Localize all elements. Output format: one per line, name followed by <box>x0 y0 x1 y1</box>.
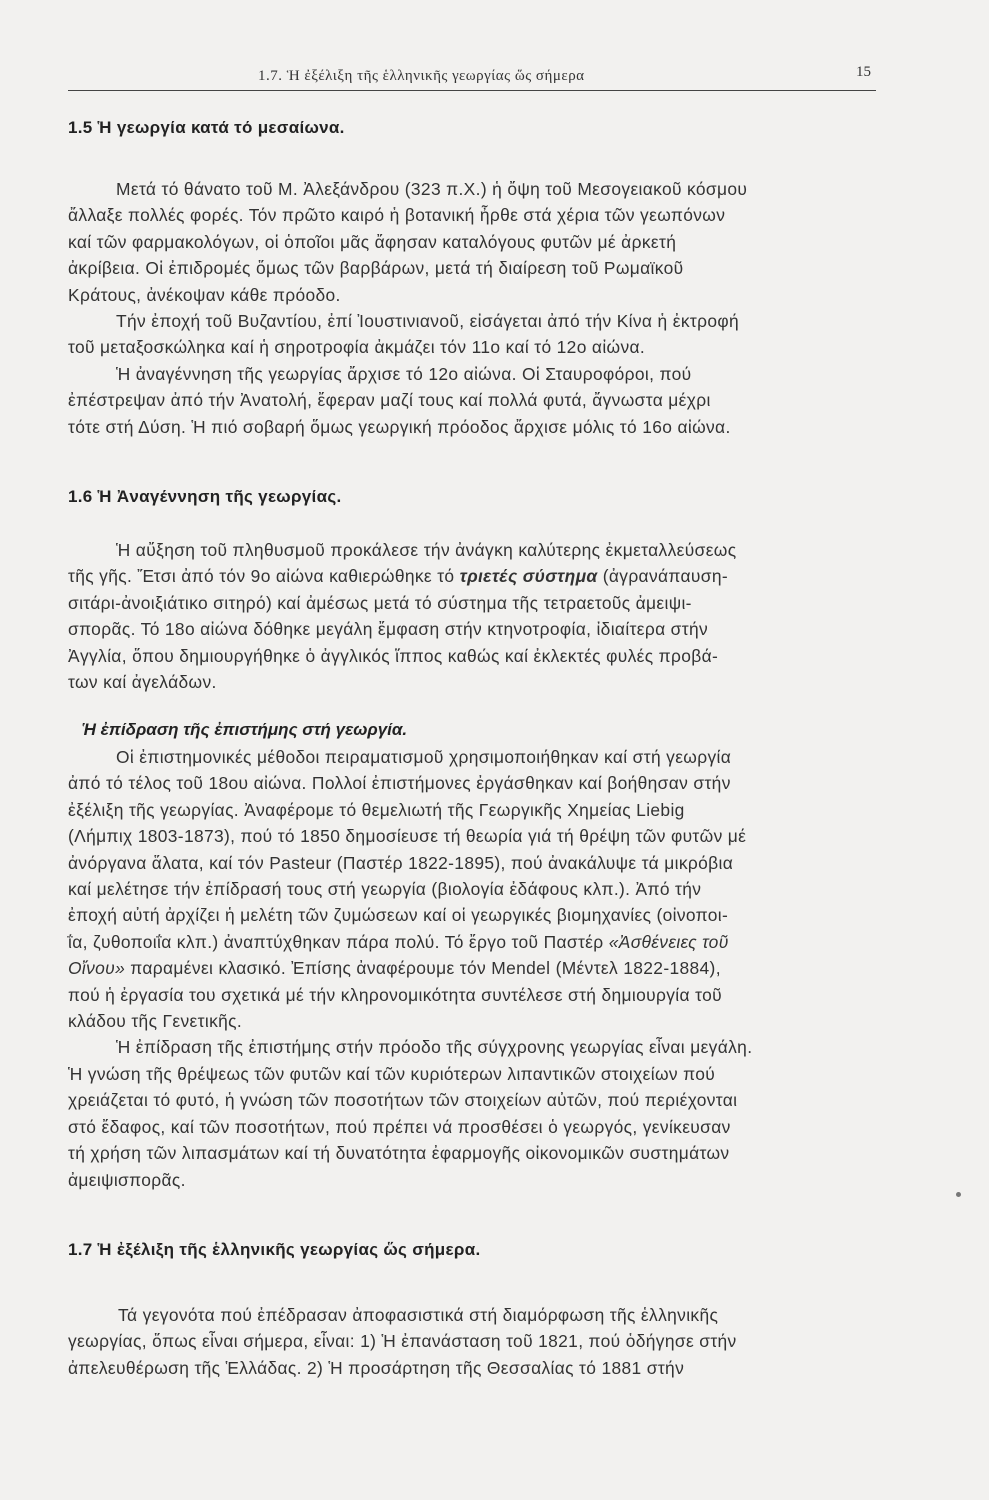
text-line: Τήν ἐποχή τοῦ Βυζαντίου, ἐπί Ἰουστινιανοῦ, εἰσάγεται ἀπό τήν Κίνα ἡ ἐκτροφή <box>116 311 739 332</box>
text-line: των καί ἀγελάδων. <box>68 672 217 693</box>
text-line: ἀκρίβεια. Οἱ ἐπιδρομές ὅμως τῶν βαρβάρων, μετά τή διαίρεση τοῦ Ρωμαϊκοῦ <box>68 258 684 279</box>
page-number: 15 <box>856 64 871 80</box>
text-line: στό ἔδαφος, καί τῶν ποσοτήτων, πού πρέπει νά προσθέσει ὁ γεωργός, γενίκευσαν <box>68 1116 731 1137</box>
text-line: ἀνόργανα ἅλατα, καί τόν Pasteur (Παστέρ 1822-1895), πού ἀνακάλυψε τά μικρόβια <box>68 852 734 873</box>
text-line: Ἡ γνώση τῆς θρέψεως τῶν φυτῶν καί τῶν κυριότερων λιπαντικῶν στοιχείων πού <box>68 1063 716 1084</box>
text-line: γεωργίας, ὅπως εἶναι σήμερα, εἶναι: 1) Ἡ ἐπανάσταση τοῦ 1821, πού ὁδήγησε στήν <box>68 1331 737 1352</box>
text-line: Ἡ ἐπίδραση τῆς ἐπιστήμης στήν πρόοδο τῆς σύγχρονης γεωργίας εἶναι μεγάλη. <box>116 1037 753 1058</box>
science-body <box>68 744 898 1193</box>
text-line: ἐξέλιξη τῆς γεωργίας. Ἀναφέρομε τό θεμελιωτή τῆς Γεωργικῆς Χημείας Liebig <box>68 799 685 820</box>
book-title: Οἴνου» <box>68 958 126 979</box>
section-heading-1-6: 1.6 Ἡ Ἀναγέννηση τῆς γεωργίας. <box>68 487 342 506</box>
text-run: παραμένει κλασικό. Ἐπίσης ἀναφέρουμε τόν Mendel (Μέντελ 1822-1884), <box>125 958 721 979</box>
section-heading-1-5: 1.5 Ἡ γεωργία κατά τό μεσαίωνα. <box>68 118 345 137</box>
text-line: Ἡ ἀναγέννηση τῆς γεωργίας ἄρχισε τό 12ο αἰώνα. Οἱ Σταυροφόροι, πού <box>116 363 692 384</box>
header-rule <box>68 90 876 91</box>
text-line: χρειάζεται τό φυτό, ἡ γνώση τῶν ποσοτήτων τῶν στοιχείων αὐτῶν, πού περιέχονται <box>68 1090 738 1111</box>
emphasis-term: τριετές σύστημα <box>459 566 598 587</box>
text-line: καί μελέτησε τήν ἐπίδρασή τους στή γεωργία (βιολογία ἐδάφους κλπ.). Ἀπό τήν <box>68 879 702 900</box>
text-run: τῆς γῆς. Ἔτσι ἀπό τόν 9ο αἰώνα καθιερώθηκε τό <box>68 566 460 587</box>
text-line: ἀμειψισπορᾶς. <box>68 1169 186 1190</box>
text-line: Οἱ ἐπιστημονικές μέθοδοι πειραματισμοῦ χρησιμοποιήθηκαν καί στή γεωργία <box>116 747 732 767</box>
text-line: Ἡ αὔξηση τοῦ πληθυσμοῦ προκάλεσε τήν ἀνάγκη καλύτερης ἐκμεταλλεύσεως <box>116 540 737 560</box>
text-line: ἐπέστρεψαν ἀπό τήν Ἀνατολή, ἔφεραν μαζί τους καί πολλά φυτά, ἄγνωστα μέχρι <box>68 390 711 411</box>
section-heading-1-7: 1.7 Ἡ ἐξέλιξη τῆς ἑλληνικῆς γεωργίας ὥς σήμερα. <box>68 1240 481 1259</box>
book-title: «Ἀσθένειες τοῦ <box>608 931 729 952</box>
text-line: κλάδου τῆς Γενετικῆς. <box>68 1011 243 1032</box>
text-run: ΐα, ζυθοποιΐα κλπ.) ἀναπτύχθηκαν πάρα πολύ. Τό ἔργο τοῦ Παστέρ <box>68 931 609 952</box>
text-line: τότε στή Δύση. Ἡ πιό σοβαρή ὅμως γεωργική πρόοδος ἄρχισε μόλις τό 16ο αἰώνα. <box>68 416 731 437</box>
text-line: σπορᾶς. Τό 18ο αἰώνα δόθηκε μεγάλη ἔμφαση στήν κτηνοτροφία, ἰδιαίτερα στήν <box>68 619 709 640</box>
text-line: σιτάρι-ἀνοιξιάτικο σιτηρό) καί ἀμέσως μετά τό σύστημα τῆς τετραετοῦς ἀμειψι- <box>68 592 692 613</box>
section-1-6-body <box>68 537 898 695</box>
text-line: ἐποχή αὐτή ἀρχίζει ἡ μελέτη τῶν ζυμώσεων καί οἱ γεωργικές βιομηχανίες (οἰνοποι- <box>68 905 729 926</box>
text-line: (Λήμπιχ 1803-1873), πού τό 1850 δημοσίευσε τή θεωρία γιά τή θρέψη τῶν φυτῶν μέ <box>68 826 747 847</box>
text-line: Μετά τό θάνατο τοῦ Μ. Ἀλεξάνδρου (323 π.Χ.) ἡ ὄψη τοῦ Μεσογειακοῦ κόσμου <box>116 179 748 199</box>
text-line: Κράτους, ἀνέκοψαν κάθε πρόοδο. <box>68 284 341 305</box>
section-1-7-body <box>68 1302 898 1381</box>
text-run: (ἀγρανάπαυση- <box>597 566 729 587</box>
text-line: ἄλλαξε πολλές φορές. Τόν πρῶτο καιρό ἡ βοτανική ἦρθε στά χέρια τῶν γεωπόνων <box>68 205 726 226</box>
scan-speck <box>956 1192 961 1197</box>
section-1-5-body <box>68 176 898 440</box>
text-line: ἀπό τό τέλος τοῦ 18ου αἰώνα. Πολλοί ἐπιστήμονες ἐργάσθηκαν καί βοήθησαν στήν <box>68 773 731 794</box>
text-line: πού ἡ ἐργασία του σχετικά μέ τήν κληρονομικότητα συντέλεσε στή δημιουργία τοῦ <box>68 984 722 1005</box>
text-line <box>68 929 898 955</box>
text-line: τοῦ μεταξοσκώληκα καί ἡ σηροτροφία ἀκμάζει τόν 11ο καί τό 12ο αἰώνα. <box>68 337 646 358</box>
text-line: καί τῶν φαρμακολόγων, οἱ ὁποῖοι μᾶς ἄφησαν καταλόγους φυτῶν μέ ἀρκετή <box>68 231 677 252</box>
text-line: Τά γεγονότα πού ἐπέδρασαν ἀποφασιστικά στή διαμόρφωση τῆς ἑλληνικῆς <box>118 1305 719 1325</box>
text-line: τή χρήση τῶν λιπασμάτων καί τή δυνατότητα ἐφαρμογῆς οἰκονομικῶν συστημάτων <box>68 1143 730 1164</box>
subsection-heading-science: Ἡ ἐπίδραση τῆς ἐπιστήμης στή γεωργία. <box>82 720 408 739</box>
text-line: Ἀγγλία, ὅπου δημιουργήθηκε ὁ ἀγγλικός ἵππος καθώς καί ἐκλεκτές φυλές προβά- <box>68 645 719 666</box>
text-line <box>68 955 898 981</box>
running-header: 1.7. Ἡ ἐξέλιξη τῆς ἑλληνικῆς γεωργίας ὥς σήμερα <box>258 68 585 84</box>
text-line <box>68 563 898 589</box>
text-line: ἀπελευθέρωση τῆς Ἑλλάδας. 2) Ἡ προσάρτηση τῆς Θεσσαλίας τό 1881 στήν <box>68 1357 685 1378</box>
